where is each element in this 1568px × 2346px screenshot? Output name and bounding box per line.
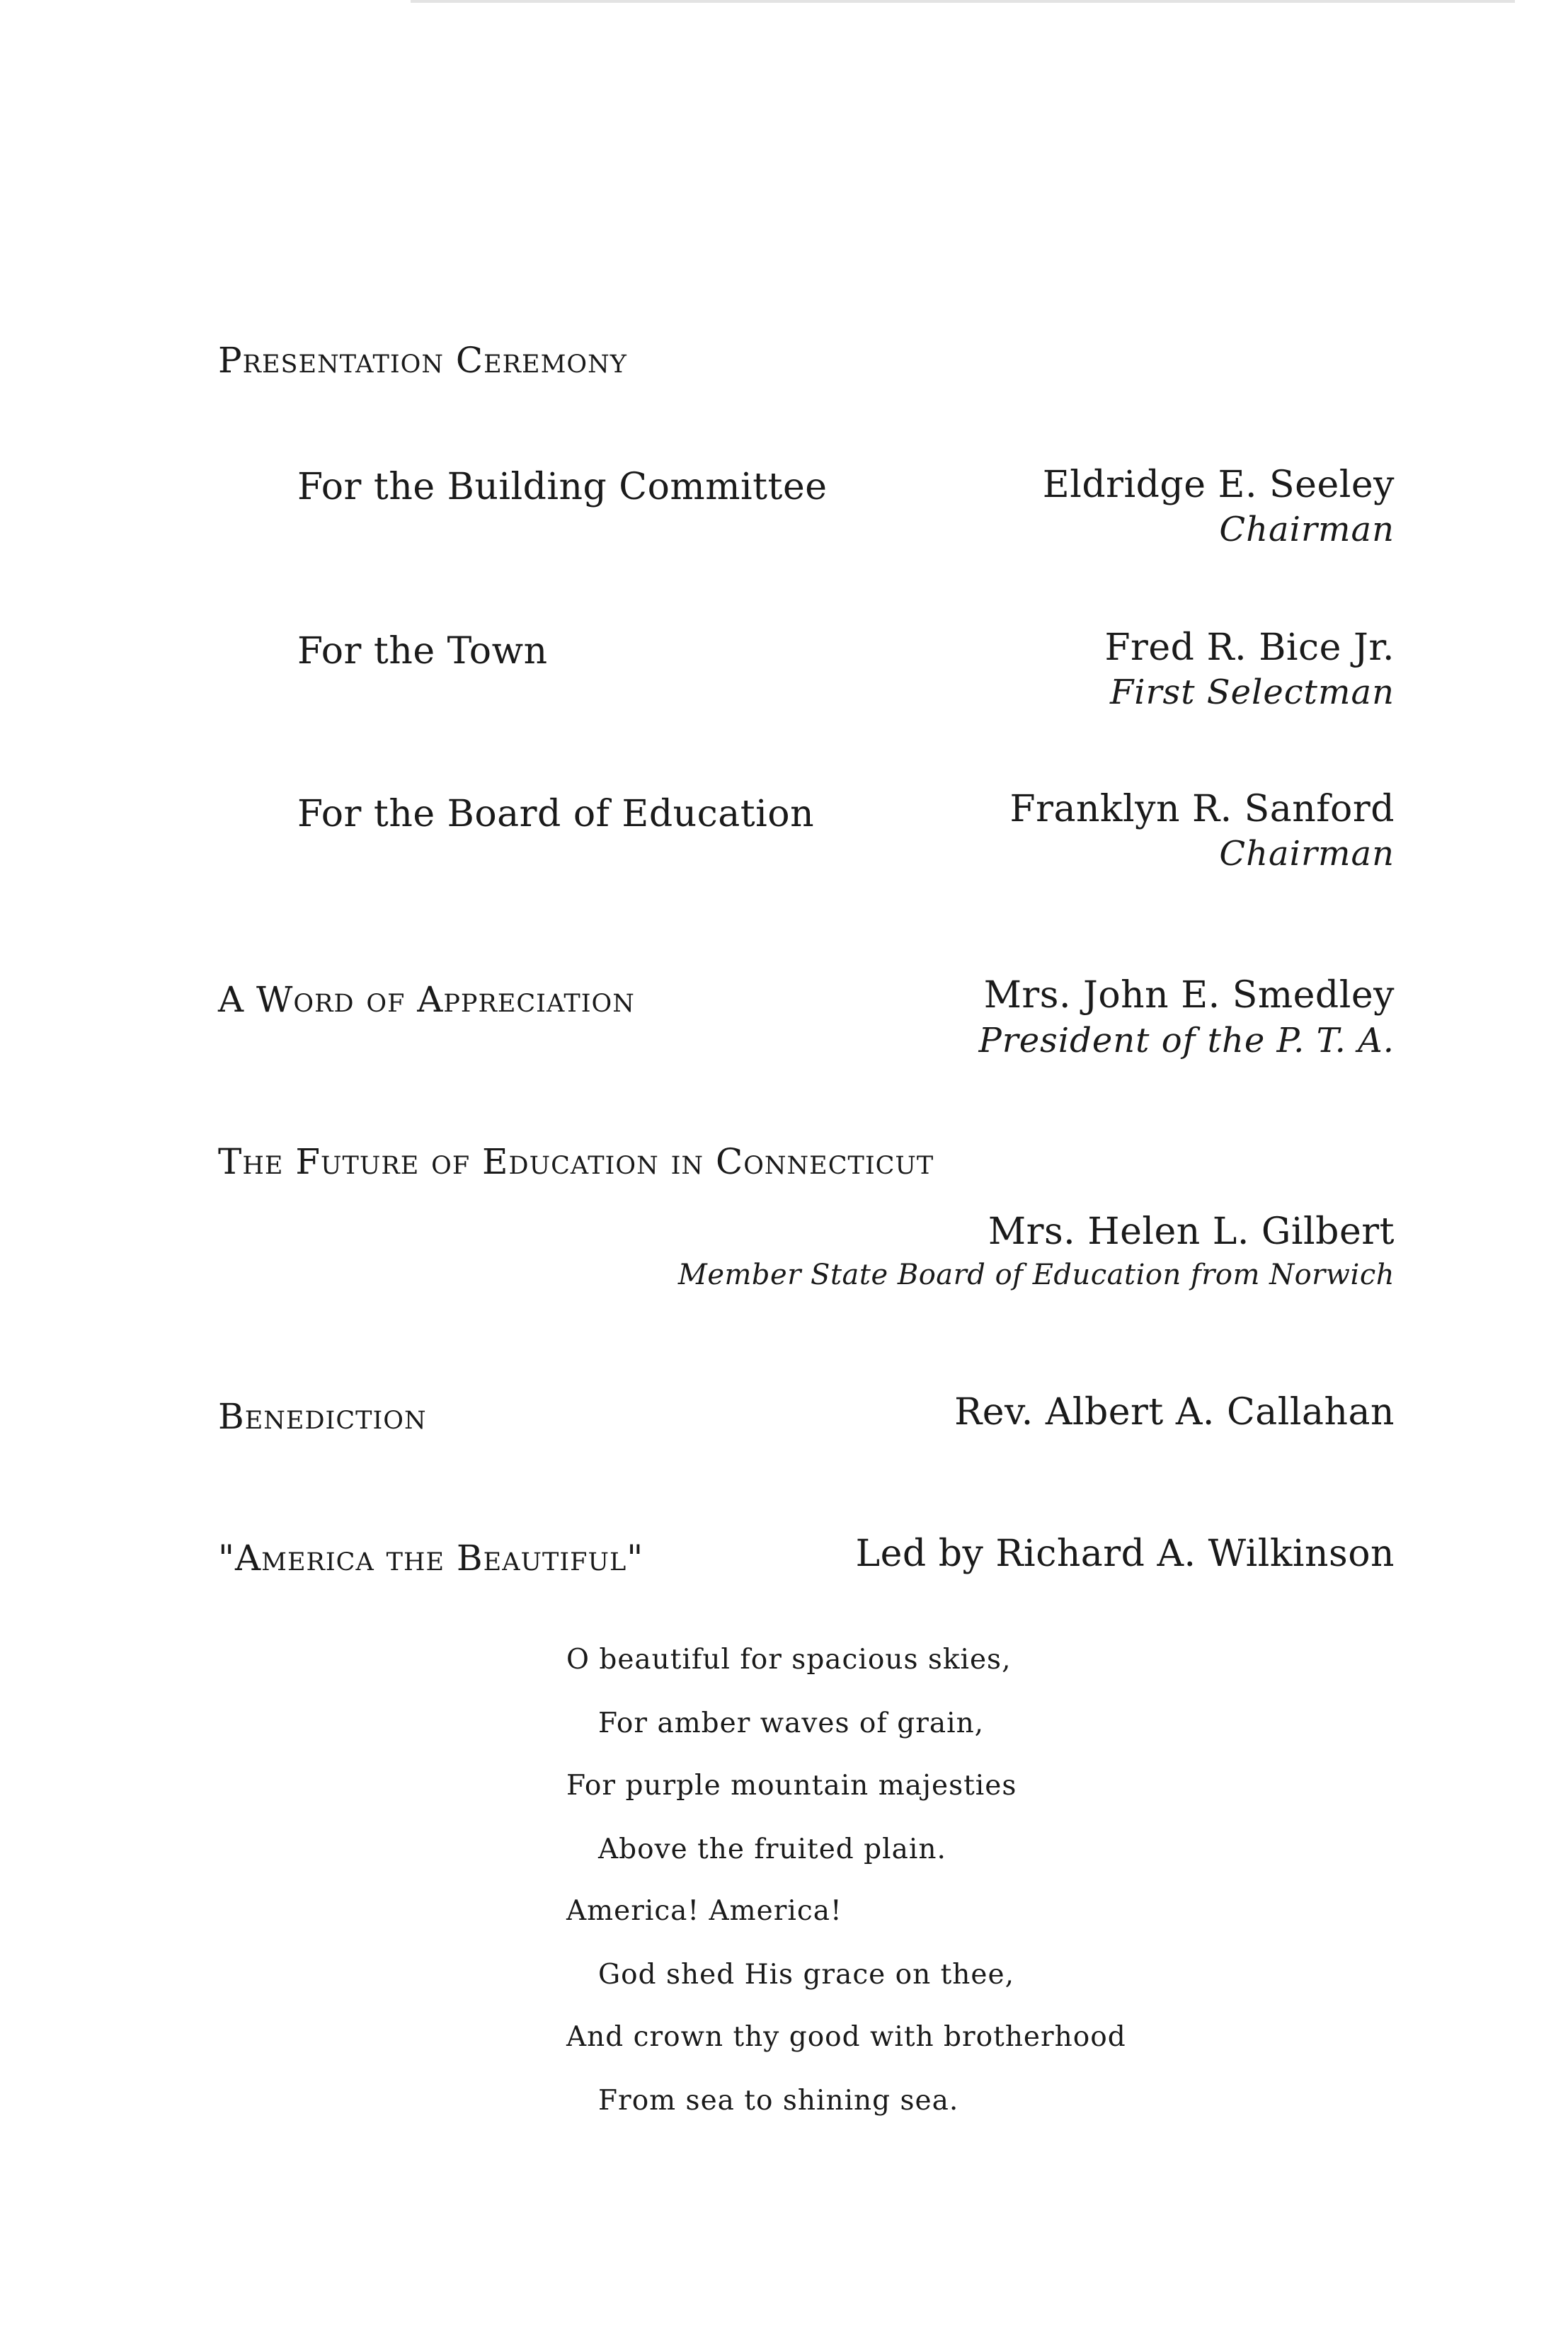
lyric-line: For purple mountain majesties xyxy=(566,1770,1017,1802)
appreciation-role: President of the P. T. A. xyxy=(978,1021,1395,1060)
future-of-education-heading: The Future of Education in Connecticut xyxy=(218,1141,934,1182)
appreciation-name: Mrs. John E. Smedley xyxy=(983,974,1395,1017)
town-role: First Selectman xyxy=(1109,673,1395,712)
lyric-line: O beautiful for spacious skies, xyxy=(566,1644,1012,1676)
building-committee-label: For the Building Committee xyxy=(297,466,828,508)
lyric-line: America! America! xyxy=(566,1895,842,1927)
town-name: Fred R. Bice Jr. xyxy=(1104,626,1395,669)
future-of-education-name: Mrs. Helen L. Gilbert xyxy=(988,1211,1395,1253)
benediction-heading: Benediction xyxy=(218,1396,427,1437)
song-heading: "America the Beautiful" xyxy=(218,1538,644,1579)
future-of-education-role: Member State Board of Education from Norwich xyxy=(677,1259,1395,1291)
lyric-line: And crown thy good with brotherhood xyxy=(566,2021,1126,2053)
appreciation-heading: A Word of Appreciation xyxy=(218,979,635,1020)
top-edge-line xyxy=(411,0,1515,3)
board-of-education-label: For the Board of Education xyxy=(297,793,815,835)
building-committee-name: Eldridge E. Seeley xyxy=(1042,464,1395,506)
song-leader: Led by Richard A. Wilkinson xyxy=(855,1533,1395,1575)
lyric-line: God shed His grace on thee, xyxy=(598,1959,1014,1991)
town-label: For the Town xyxy=(297,630,548,673)
presentation-ceremony-heading: Presentation Ceremony xyxy=(218,340,627,381)
building-committee-role: Chairman xyxy=(1219,510,1395,549)
board-of-education-role: Chairman xyxy=(1219,834,1395,874)
lyric-line: Above the fruited plain. xyxy=(598,1833,946,1865)
board-of-education-name: Franklyn R. Sanford xyxy=(1009,788,1395,830)
lyric-line: For amber waves of grain, xyxy=(598,1707,985,1739)
benediction-name: Rev. Albert A. Callahan xyxy=(954,1391,1395,1434)
lyric-line: From sea to shining sea. xyxy=(598,2085,959,2117)
